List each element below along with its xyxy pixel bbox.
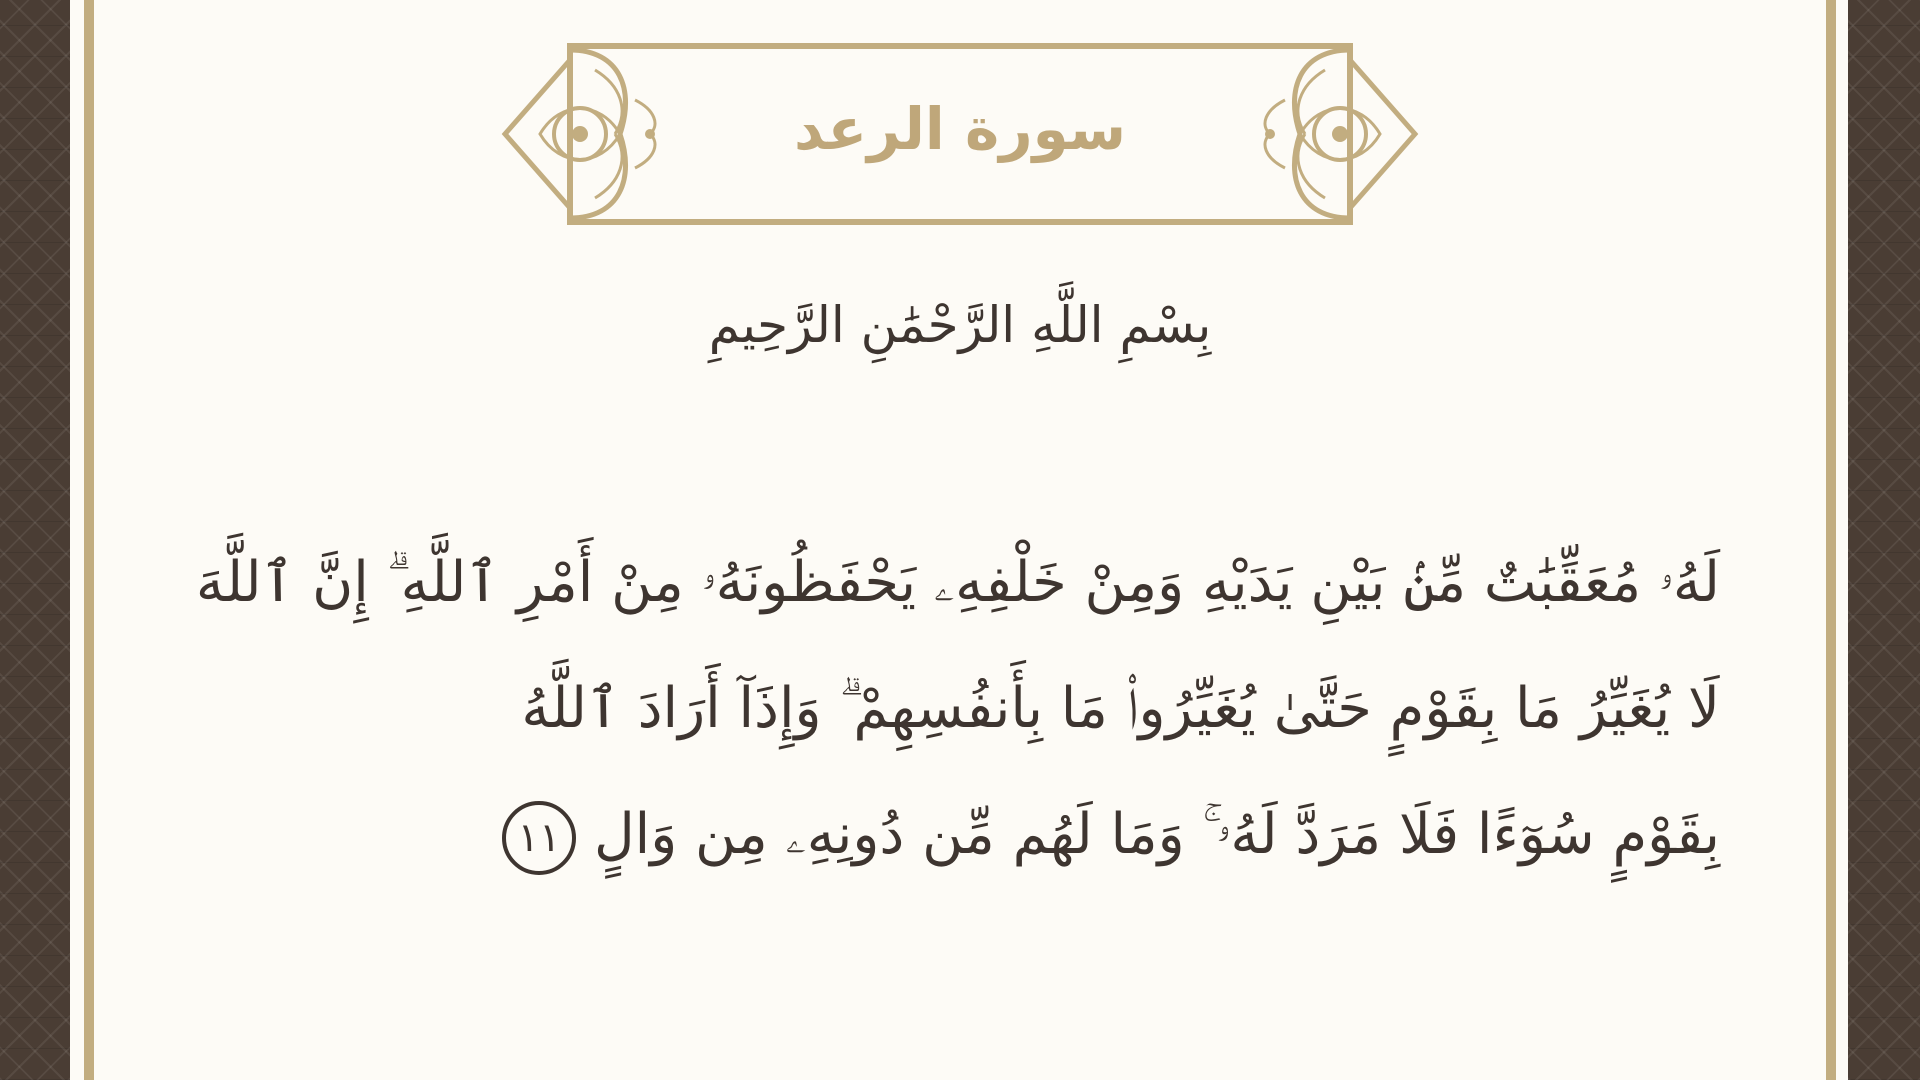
basmala: بِسْمِ اللَّهِ الرَّحْمَٰنِ الرَّحِيمِ bbox=[708, 296, 1212, 354]
right-ornamental-border bbox=[1848, 0, 1920, 1080]
verse-line bbox=[195, 520, 1720, 646]
verse-line-text: لَا يُغَيِّرُ مَا بِقَوْمٍ حَتَّىٰ يُغَيِّرُوا۟ مَا بِأَنفُسِهِمْ ۗ وَإِذَآ أَرَادَ ٱللَّهُ bbox=[521, 676, 1720, 741]
left-gold-rule bbox=[84, 0, 94, 1080]
ayah-number-marker: ١١ bbox=[502, 801, 576, 875]
verse-line-text: بِقَوْمٍ سُوٓءًا فَلَا مَرَدَّ لَهُۥ ۚ وَمَا لَهُم مِّن دُونِهِۦ مِن وَالٍ bbox=[593, 802, 1720, 867]
surah-title: سورة الرعد bbox=[793, 95, 1127, 163]
verse-line bbox=[200, 772, 1720, 898]
left-ornamental-border bbox=[0, 0, 70, 1080]
surah-title-frame bbox=[500, 40, 1420, 230]
right-gold-rule bbox=[1826, 0, 1836, 1080]
verse-text bbox=[195, 520, 1720, 898]
verse-line-text: لَهُۥ مُعَقِّبَٰتٌ مِّنۢ بَيْنِ يَدَيْهِ وَمِنْ خَلْفِهِۦ يَحْفَظُونَهُۥ مِنْ أَمْرِ ٱللَّهِ ۗ إِنَّ ٱللَّهَ bbox=[195, 550, 1720, 615]
verse-line bbox=[200, 646, 1720, 772]
